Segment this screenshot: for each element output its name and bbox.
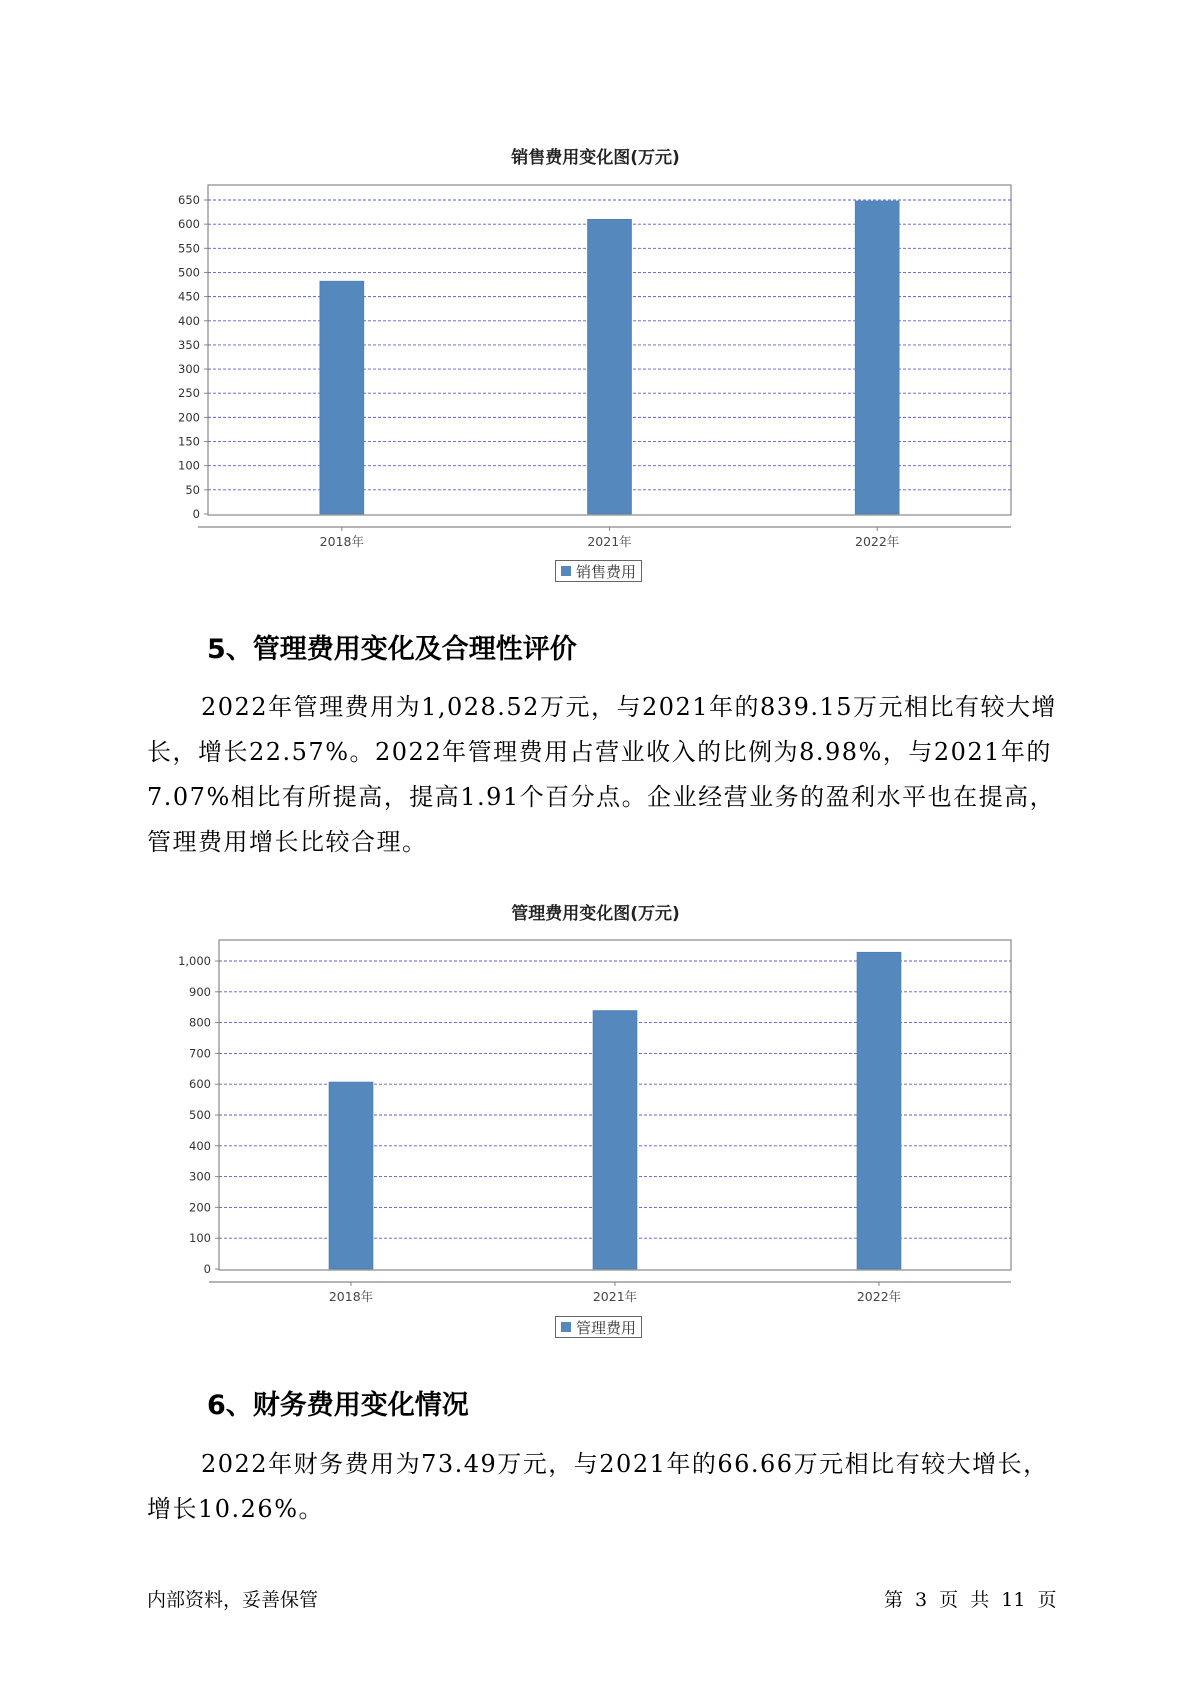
y-tick-label: 1,000	[178, 954, 211, 968]
bar	[857, 952, 901, 1269]
x-tick-label: 2021年	[587, 534, 632, 549]
y-tick-label: 650	[178, 193, 200, 207]
legend-label: 销售费用	[576, 562, 637, 581]
chart-legend	[555, 560, 642, 582]
y-tick-label: 400	[178, 313, 200, 328]
bar	[320, 281, 364, 514]
chart-legend	[555, 1316, 642, 1338]
y-tick-label: 800	[189, 1015, 211, 1030]
section-paragraph: 2022年管理费用为1,028.52万元，与2021年的839.15万元相比有较大增长，增长22.57%。2022年管理费用占营业收入的比例为8.98%，与2021年的7.07%相比有所提高，提高1.91个百分点。企业经营业务的盈利水平也在提高，管理费用增长比较合理。	[147, 693, 1058, 856]
legend-swatch	[561, 1322, 571, 1332]
y-tick-label: 700	[189, 1046, 211, 1061]
x-tick-label: 2022年	[855, 534, 900, 549]
y-tick-label: 500	[189, 1108, 211, 1122]
y-tick-label: 400	[189, 1138, 211, 1153]
y-tick-label: 0	[203, 1262, 211, 1276]
x-tick-label: 2021年	[592, 1289, 638, 1304]
y-tick-label: 100	[189, 1231, 211, 1246]
sales-expense-chart	[0, 180, 1191, 600]
section-paragraph: 2022年财务费用为73.49万元，与2021年的66.66万元相比有较大增长，增长10.26%。	[147, 1450, 1049, 1523]
y-tick-label: 250	[178, 386, 200, 401]
x-tick-label: 2018年	[328, 1289, 374, 1304]
x-tick-label: 2022年	[856, 1289, 902, 1304]
y-tick-label: 150	[178, 434, 200, 449]
y-tick-label: 200	[178, 410, 200, 425]
y-tick-label: 200	[189, 1200, 211, 1215]
y-tick-label: 300	[178, 362, 200, 377]
y-tick-label: 600	[178, 217, 200, 232]
y-tick-label: 550	[178, 241, 200, 256]
y-tick-label: 500	[178, 265, 200, 280]
legend-label: 管理费用	[576, 1318, 637, 1337]
y-tick-label: 100	[178, 458, 200, 473]
x-tick-label: 2018年	[319, 534, 364, 549]
legend-swatch	[561, 566, 571, 576]
bar	[588, 219, 632, 514]
section-heading: 6、财务费用变化情况	[207, 1390, 469, 1421]
bar	[329, 1082, 373, 1269]
chart-title: 管理费用变化图(万元)	[511, 904, 680, 924]
admin-expense-chart	[0, 935, 1191, 1355]
bar	[593, 1011, 637, 1269]
section-heading: 5、管理费用变化及合理性评价	[207, 634, 577, 665]
bar	[855, 201, 899, 514]
chart-title: 销售费用变化图(万元)	[511, 148, 680, 168]
y-tick-label: 350	[178, 337, 200, 352]
y-tick-label: 50	[185, 482, 200, 497]
y-tick-label: 300	[189, 1169, 211, 1184]
y-tick-label: 900	[189, 984, 211, 999]
y-tick-label: 450	[178, 289, 200, 304]
footer-confidential-note: 内部资料，妥善保管	[147, 1589, 319, 1611]
y-tick-label: 600	[189, 1077, 211, 1092]
y-tick-label: 0	[192, 507, 200, 521]
page-number: 第 3 页 共 11 页	[884, 1589, 1057, 1611]
